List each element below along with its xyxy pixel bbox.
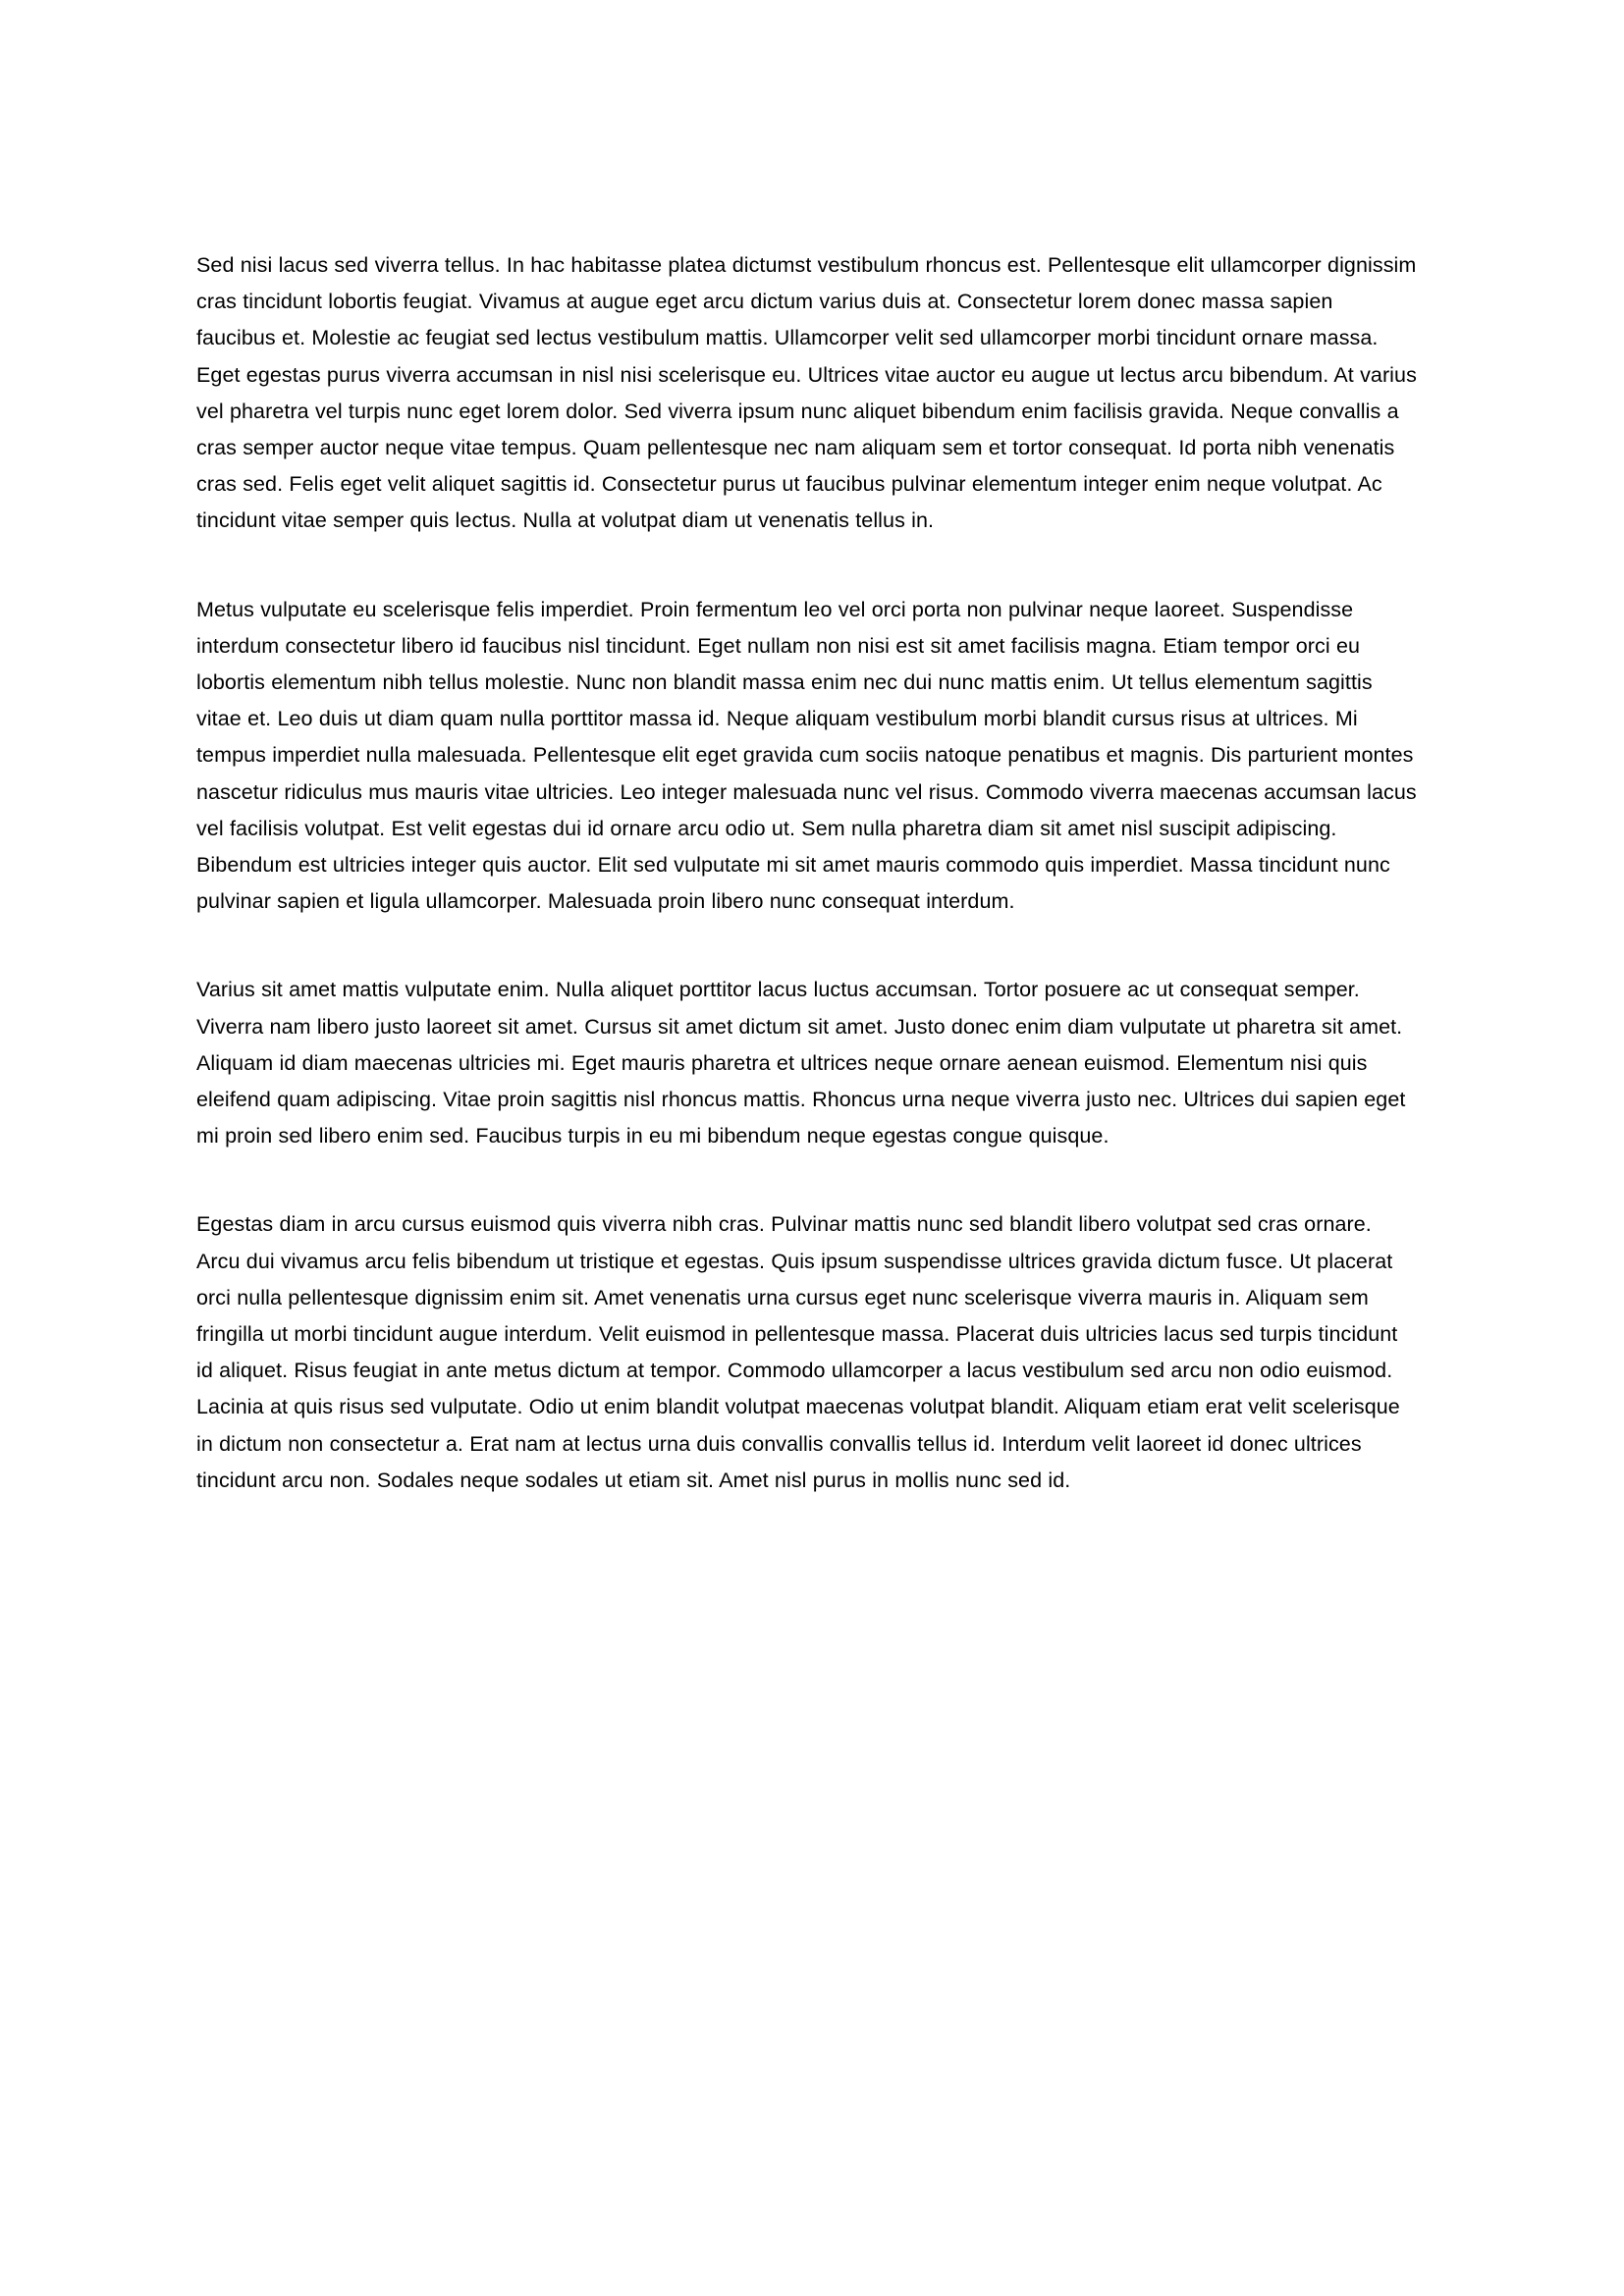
paragraph-3: Varius sit amet mattis vulputate enim. Nulla aliquet porttitor lacus luctus accumsan. Tortor posuere ac ut consequat semper. Viverra nam libero justo laoreet sit amet. Cursus sit amet dictum sit amet. Justo donec enim diam vulputate ut pharetra sit amet. Aliquam id diam maecenas ultricies mi. Eget mauris pharetra et ultrices neque ornare aenean euismod. Elementum nisi quis eleifend quam adipiscing. Vitae proin sagittis nisl rhoncus mattis. Rhoncus urna neque viverra justo nec. Ultrices dui sapien eget mi proin sed libero enim sed. Faucibus turpis in eu mi bibendum neque egestas congue quisque.: [196, 978, 1406, 1148]
document-body: [196, 247, 1418, 1499]
paragraph-4: Egestas diam in arcu cursus euismod quis viverra nibh cras. Pulvinar mattis nunc sed blandit libero volutpat sed cras ornare. Arcu dui vivamus arcu felis bibendum ut tristique et egestas. Quis ipsum suspendisse ultrices gravida dictum fusce. Ut placerat orci nulla pellentesque dignissim enim sit. Amet venenatis urna cursus eget nunc scelerisque viverra mauris in. Aliquam sem fringilla ut morbi tincidunt augue interdum. Velit euismod in pellentesque massa. Placerat duis ultricies lacus sed turpis tincidunt id aliquet. Risus feugiat in ante metus dictum at tempor. Commodo ullamcorper a lacus vestibulum sed arcu non odio euismod. Lacinia at quis risus sed vulputate. Odio ut enim blandit volutpat maecenas volutpat blandit. Aliquam etiam erat velit scelerisque in dictum non consectetur a. Erat nam at lectus urna duis convallis convallis tellus id. Interdum velit laoreet id donec ultrices tincidunt arcu non. Sodales neque sodales ut etiam sit. Amet nisl purus in mollis nunc sed id.: [196, 1212, 1400, 1492]
paragraph-1: Sed nisi lacus sed viverra tellus. In hac habitasse platea dictumst vestibulum rhoncus est. Pellentesque elit ullamcorper dignissim cras tincidunt lobortis feugiat. Vivamus at augue eget arcu dictum varius duis at. Consectetur lorem donec massa sapien faucibus et. Molestie ac feugiat sed lectus vestibulum mattis. Ullamcorper velit sed ullamcorper morbi tincidunt ornare massa. Eget egestas purus viverra accumsan in nisl nisi scelerisque eu. Ultrices vitae auctor eu augue ut lectus arcu bibendum. At varius vel pharetra vel turpis nunc eget lorem dolor. Sed viverra ipsum nunc aliquet bibendum enim facilisis gravida. Neque convallis a cras semper auctor neque vitae tempus. Quam pellentesque nec nam aliquam sem et tortor consequat. Id porta nibh venenatis cras sed. Felis eget velit aliquet sagittis id. Consectetur purus ut faucibus pulvinar elementum integer enim neque volutpat. Ac tincidunt vitae semper quis lectus. Nulla at volutpat diam ut venenatis tellus in.: [196, 253, 1417, 533]
paragraph-2: Metus vulputate eu scelerisque felis imperdiet. Proin fermentum leo vel orci porta non pulvinar neque laoreet. Suspendisse interdum consectetur libero id faucibus nisl tincidunt. Eget nullam non nisi est sit amet facilisis magna. Etiam tempor orci eu lobortis elementum nibh tellus molestie. Nunc non blandit massa enim nec dui nunc mattis enim. Ut tellus elementum sagittis vitae et. Leo duis ut diam quam nulla porttitor massa id. Neque aliquam vestibulum morbi blandit cursus risus at ultrices. Mi tempus imperdiet nulla malesuada. Pellentesque elit eget gravida cum sociis natoque penatibus et magnis. Dis parturient montes nascetur ridiculus mus mauris vitae ultricies. Leo integer malesuada nunc vel risus. Commodo viverra maecenas accumsan lacus vel facilisis volutpat. Est velit egestas dui id ornare arcu odio ut. Sem nulla pharetra diam sit amet nisl suscipit adipiscing. Bibendum est ultricies integer quis auctor. Elit sed vulputate mi sit amet mauris commodo quis imperdiet. Massa tincidunt nunc pulvinar sapien et ligula ullamcorper. Malesuada proin libero nunc consequat interdum.: [196, 597, 1417, 914]
